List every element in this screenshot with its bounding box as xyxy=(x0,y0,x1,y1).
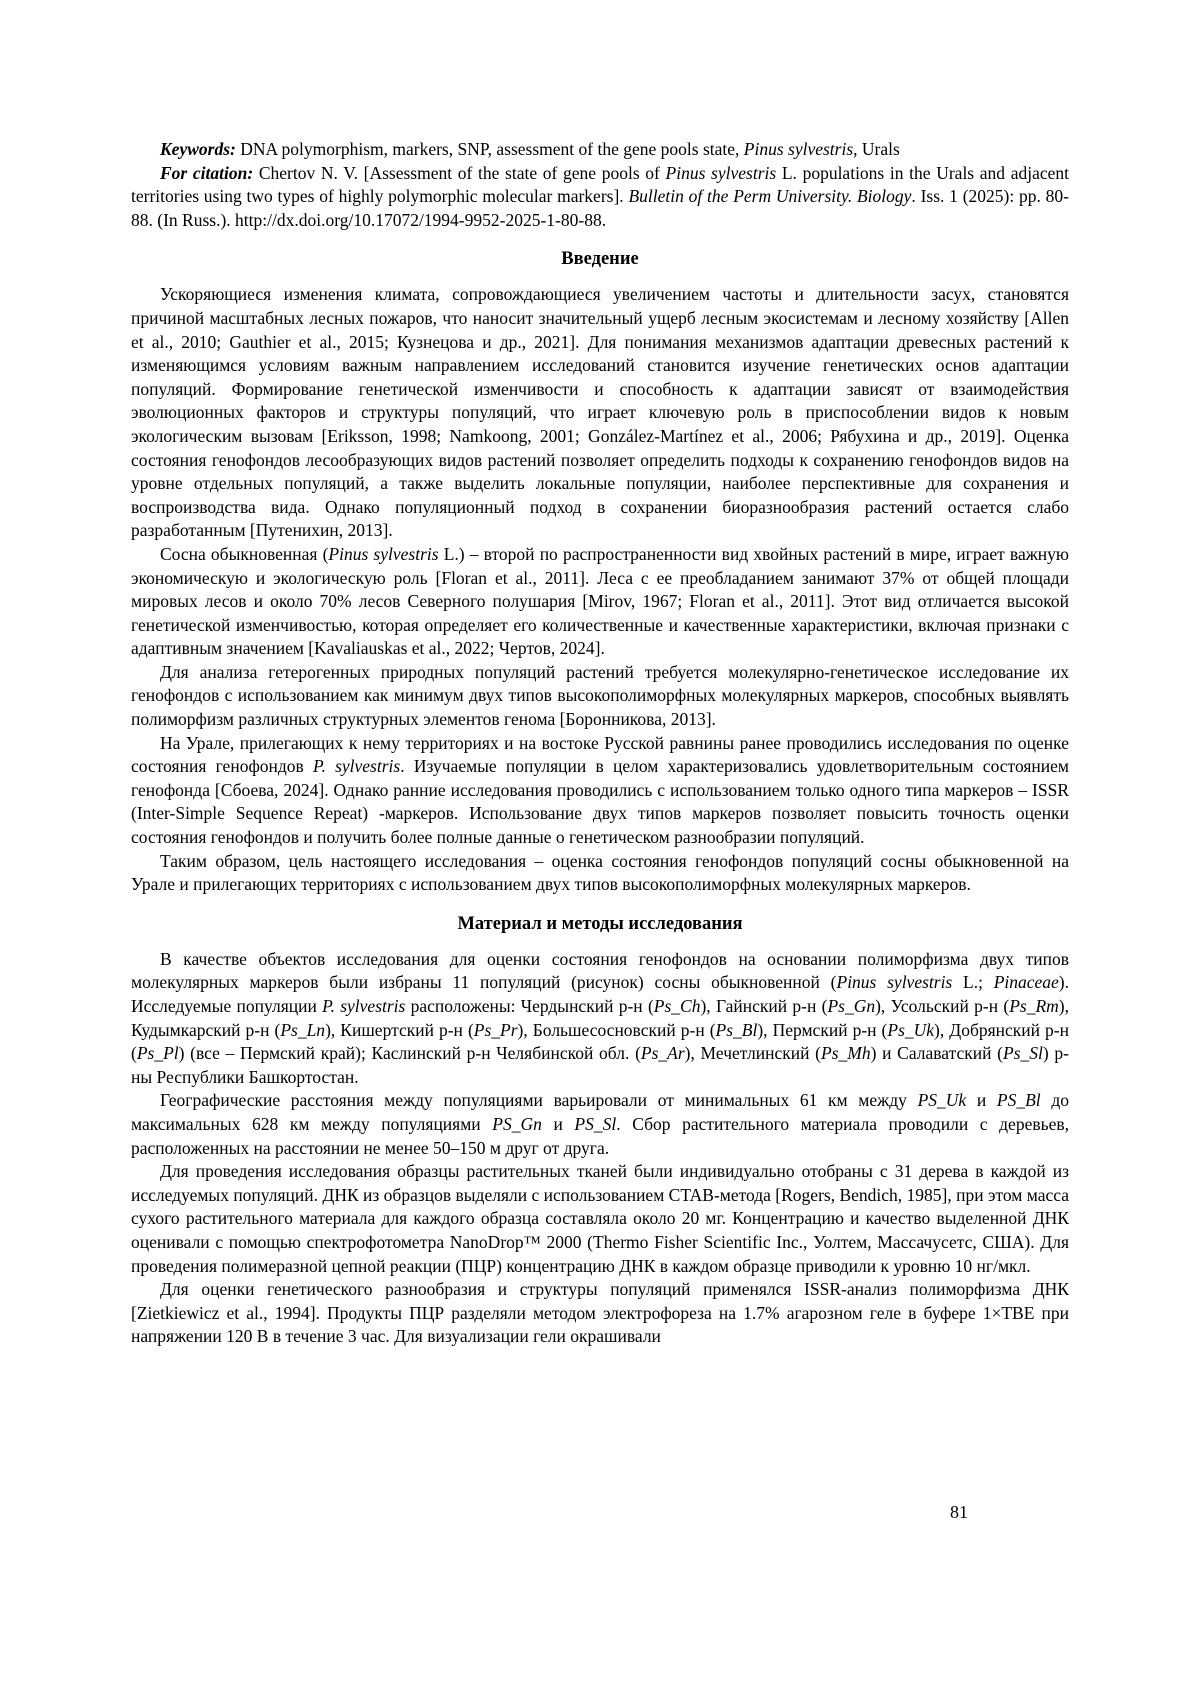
paragraph: Таким образом, цель настоящего исследования – оценка состояния генофондов популяций сосны обыкновенной на Урале и прилегающих территориях с использованием двух типов высокополиморфных молекулярных маркеров. xyxy=(131,850,1069,895)
section-heading-methods: Материал и методы исследования xyxy=(457,913,743,934)
section-heading-introduction: Введение xyxy=(561,249,639,270)
page-number: 81 xyxy=(950,1502,968,1522)
paragraph: Сосна обыкновенная (Pinus sylvestris L.) – второй по распространенности вид хвойных растений в мире, играет важную экономическую и экологическую роль [Floran et al., 2011]. Леса с ее преобладанием занимают 37% от общей площади мировых лесов и около 70% лесов Северного полушария [Mirov, 1967; Floran et al., 2011]. Этот вид отличается высокой генетической изменчивостью, которая определяет его количественные и качественные характеристики, включая признаки с адаптивным значением [Kavaliauskas et al., 2022; Чертов, 2024]. xyxy=(131,543,1069,659)
keywords-line: Keywords: DNA polymorphism, markers, SNP, assessment of the gene pools state, Pinus sylvestris, Urals xyxy=(160,139,900,159)
paragraph: Для оценки генетического разнообразия и структуры популяций применялся ISSR-анализ полиморфизма ДНК [Zietkiewicz et al., 1994]. Продукты ПЦР разделяли методом электрофореза на 1.7% агарозном геле в буфере 1×TBE при напряжении 120 В в течение 3 час. Для визуализации гели окрашивали xyxy=(131,1279,1069,1347)
paragraph: Ускоряющиеся изменения климата, сопровождающиеся увеличением частоты и длительности засух, становятся причиной масштабных лесных пожаров, что наносит значительный ущерб лесным экосистемам и лесному хозяйству [Allen et al., 2010; Gauthier et al., 2015; Кузнецова и др., 2021]. Для понимания механизмов адаптации древесных растений к изменяющимся условиям важным направлением исследований становится изучение генетических основ адаптации популяций. Формирование генетической изменчивости и способность к адаптации зависят от взаимодействия эволюционных факторов и структуры популяций, что играет ключевую роль в приспособлении видов к новым экологическим вызовам [Eriksson, 1998; Namkoong, 2001; González-Martínez et al., 2006; Рябухина и др., 2019]. Оценка состояния генофондов лесообразующих видов растений позволяет определить подходы к сохранению генофондов видов на уровне отдельных популяций, а также выделить локальные популяции, наиболее перспективные для сохранения и воспроизводства вида. Однако популяционный подход в сохранении биоразнообразия растений остается слабо разработанным [Путенихин, 2013]. xyxy=(131,284,1069,541)
citation-line: For citation: Chertov N. V. [Assessment of the state of gene pools of Pinus sylvestris L. populations in the Urals and adjacent territories using two types of highly polymorphic molecular markers]. Bulletin of the Perm University. Biology. Iss. 1 (2025): pp. 80-88. (In Russ.). http://dx.doi.org/10.17072/1994-9952-2025-1-80-88. xyxy=(131,162,1070,230)
paragraph: Географические расстояния между популяциями варьировали от минимальных 61 км между PS_Uk и PS_Bl до максимальных 628 км между популяциями PS_Gn и PS_Sl. Сбор растительного материала проводили с деревьев, расположенных на расстоянии не менее 50–150 м друг от друга. xyxy=(131,1090,1070,1158)
paragraph: Для проведения исследования образцы растительных тканей были индивидуально отобраны с 31 дерева в каждой из исследуемых популяций. ДНК из образцов выделяли с использованием CTAB-метода [Rogers, Bendich, 1985], при этом масса сухого растительного материала для каждого образца составляла около 20 мг. Концентрацию и качество выделенной ДНК оценивали с помощью спектрофотометра NanoDrop™ 2000 (Thermo Fisher Scientific Inc., Уолтем, Массачусетс, США). Для проведения полимеразной цепной реакции (ПЦР) концентрацию ДНК в каждом образце приводили к уровню 10 нг/мкл. xyxy=(131,1161,1069,1276)
paragraph: На Урале, прилегающих к нему территориях и на востоке Русской равнины ранее проводились исследования по оценке состояния генофондов P. sylvestris. Изучаемые популяции в целом характеризовались удовлетворительным состоянием генофонда [Сбоева, 2024]. Однако ранние исследования проводились с использованием только одного типа маркеров – ISSR (Inter-Simple Sequence Repeat) -маркеров. Использование двух типов маркеров позволяет повысить точность оценки состояния генофондов и получить более полные данные о генетическом разнообразии популяций. xyxy=(131,732,1069,848)
paragraph: В качестве объектов исследования для оценки состояния генофондов на основании полиморфизма двух типов молекулярных маркеров были избраны 11 популяций (рисунок) сосны обыкновенной (Pinus sylvestris L.; Pinaceae). Исследуемые популяции P. sylvestris расположены: Чердынский р-н (Ps_Ch), Гайнский р-н (Ps_Gn), Усольский р-н (Ps_Rm), Кудымкарский р-н (Ps_Ln), Кишертский р-н (Ps_Pr), Большесосновский р-н (Ps_Bl), Пермский р-н (Ps_Uk), Добрянский р-н (Ps_Pl) (все – Пермский край); Каслинский р-н Челябинской обл. (Ps_Ar), Мечетлинский (Ps_Mh) и Салаватский (Ps_Sl) р-ны Республики Башкортостан. xyxy=(131,948,1070,1087)
paragraph: Для анализа гетерогенных природных популяций растений требуется молекулярно-генетическое исследование их генофондов с использованием как минимум двух типов высокополиморфных молекулярных маркеров, способных выявлять полиморфизм различных структурных элементов генома [Боронникова, 2013]. xyxy=(131,661,1069,730)
